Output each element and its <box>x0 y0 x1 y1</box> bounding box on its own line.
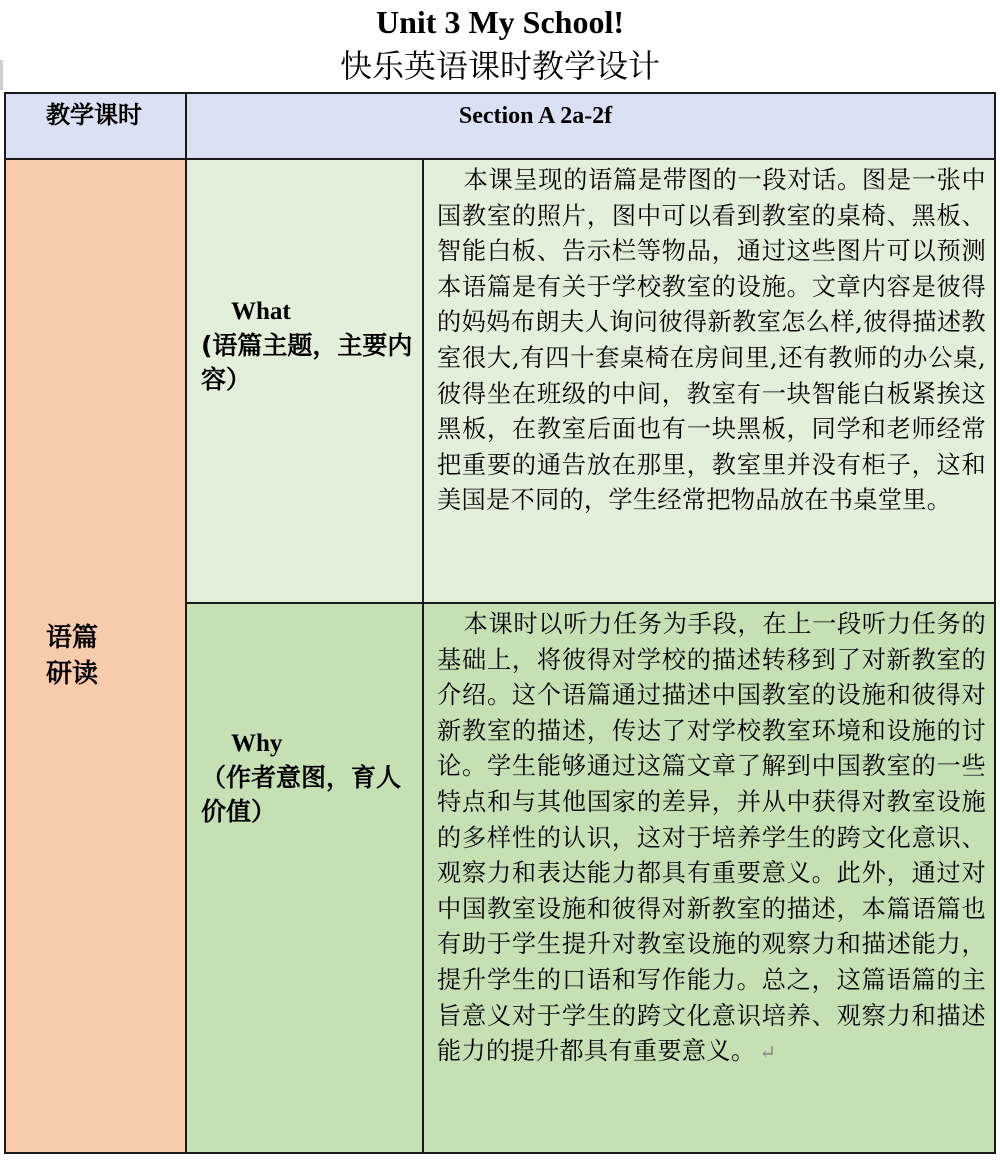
header-label: 教学课时 <box>46 101 142 129</box>
why-label-cn: （作者意图，育人价值） <box>201 763 402 826</box>
side-label-cell <box>5 159 186 1153</box>
header-section: Section A 2a-2f <box>458 103 613 129</box>
what-label-cn: (语篇主题，主要内容） <box>201 331 413 394</box>
what-text: 本课呈现的语篇是带图的一段对话。图是一张中国教室的照片，图中可以看到教室的桌椅、黑板、智能白板、告示栏等物品，通过这些图片可以预测本语篇是有关于学校教室的设施。文章内容是彼得的妈妈布朗夫人询问彼得新教室怎么样,彼得描述教室很大,有四十套桌椅在房间里,还有教师的办公桌,彼得坐在班级的中间，教室有一块智能白板紧挨这黑板，在教室后面也有一块黑板，同学和老师经常把重要的通告放在那里，教室里并没有柜子，这和美国是不同的，学生经常把物品放在书桌堂里。 <box>437 166 987 515</box>
what-text-cell <box>423 159 995 603</box>
header-label-cell <box>5 93 186 159</box>
why-label-en: Why <box>231 730 283 757</box>
why-text: 本课时以听力任务为手段，在上一段听力任务的基础上，将彼得对学校的描述转移到了对新教室的介绍。这个语篇通过描述中国教室的设施和彼得对新教室的描述，传达了对学校教室环境和设施的讨论。学生能够通过这篇文章了解到中国教室的一些特点和与其他国家的差异，并从中获得对教室设施的多样性的认识，这对于培养学生的跨文化意识、观察力和表达能力都具有重要意义。此外，通过对中国教室设施和彼得对新教室的描述，本篇语篇也有助于学生提升对教室设施的观察力和描述能力，提升学生的口语和写作能力。总之，这篇语篇的主旨意义对于学生的跨文化意识培养、观察力和描述能力的提升都具有重要意义。 <box>437 610 987 1066</box>
paragraph-mark: ↵ <box>759 1040 777 1065</box>
why-text-cell <box>423 603 995 1153</box>
document-title-en: Unit 3 My School! <box>376 4 624 40</box>
table-row-what <box>5 159 995 603</box>
what-label-cell <box>186 159 423 603</box>
header-row <box>5 93 995 159</box>
document-title-cn: 快乐英语课时教学设计 <box>339 47 660 85</box>
side-label: 语篇研读 <box>46 623 99 689</box>
why-text-block <box>424 604 994 1071</box>
why-label-cell <box>186 603 423 1153</box>
header-section-cell <box>186 93 995 159</box>
page-edge-mark <box>0 60 3 90</box>
what-label-en: What <box>231 298 291 325</box>
lesson-plan-table <box>4 92 996 1154</box>
